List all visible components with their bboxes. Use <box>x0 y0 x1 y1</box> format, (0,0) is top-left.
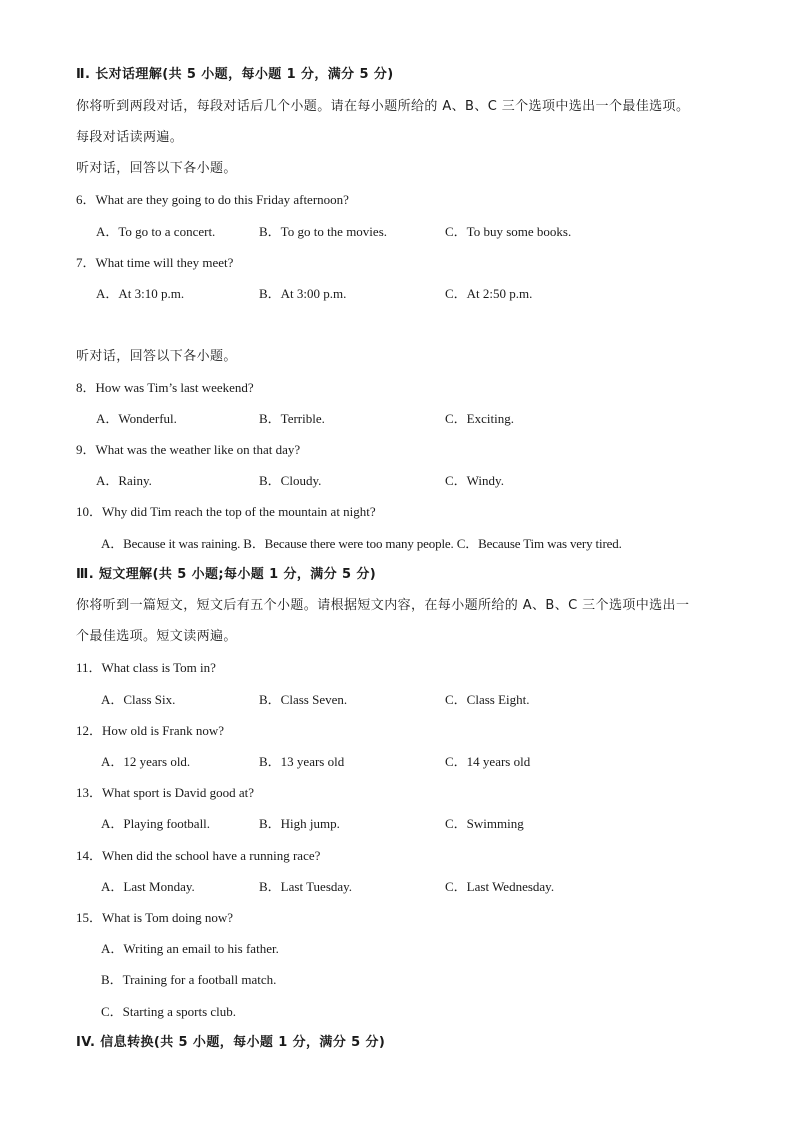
q15-option-b: B．Training for a football match. <box>101 972 277 987</box>
question-13: 13．What sport is David good at? <box>76 785 254 800</box>
q15-option-a: A．Writing an email to his father. <box>101 941 279 956</box>
section3-heading: Ⅲ. 短文理解(共 5 小题;每小题 1 分，满分 5 分) <box>76 567 377 582</box>
q7-option-b: B．At 3:00 p.m. <box>259 286 347 301</box>
section3-instruction-2: 个最佳选项。短文读两遍。 <box>76 629 237 644</box>
section2-instruction-1: 你将听到两段对话，每段对话后几个小题。请在每小题所给的 A、B、C 三个选项中选出一个最佳选项。 <box>76 99 690 114</box>
q8-option-c: C．Exciting. <box>445 411 514 426</box>
question-8: 8．How was Tim’s last weekend? <box>76 380 254 395</box>
q8-option-b: B．Terrible. <box>259 411 325 426</box>
section3-instruction-1: 你将听到一篇短文，短文后有五个小题。请根据短文内容，在每小题所给的 A、B、C 三个选项中选出一 <box>76 598 690 613</box>
q11-option-b: B．Class Seven. <box>259 692 348 707</box>
question-14: 14．When did the school have a running race? <box>76 848 321 863</box>
q13-option-b: B．High jump. <box>259 816 340 831</box>
q15-option-c: C．Starting a sports club. <box>101 1004 237 1019</box>
q6-option-c: C．To buy some books. <box>445 224 572 239</box>
q13-option-a: A．Playing football. <box>101 816 211 831</box>
section2-heading: Ⅱ. 长对话理解(共 5 小题，每小题 1 分，满分 5 分) <box>76 67 394 82</box>
q8-option-a: A．Wonderful. <box>96 411 177 426</box>
q14-option-c: C．Last Wednesday. <box>445 879 555 894</box>
q9-option-a: A．Rainy. <box>96 473 152 488</box>
question-9: 9．What was the weather like on that day? <box>76 442 301 457</box>
q11-option-c: C．Class Eight. <box>445 692 530 707</box>
dialog2-intro: 听对话，回答以下各小题。 <box>76 349 237 364</box>
q14-option-b: B．Last Tuesday. <box>259 879 353 894</box>
question-7: 7．What time will they meet? <box>76 255 234 270</box>
q12-option-a: A．12 years old. <box>101 754 191 769</box>
q7-option-a: A．At 3:10 p.m. <box>96 286 185 301</box>
dialog1-intro: 听对话，回答以下各小题。 <box>76 161 237 176</box>
q7-option-c: C．At 2:50 p.m. <box>445 286 533 301</box>
q10-options: A．Because it was raining. B．Because there were too many people. C．Because Tim was very tired. <box>101 536 622 551</box>
q13-option-c: C．Swimming <box>445 816 524 831</box>
q6-option-b: B．To go to the movies. <box>259 224 388 239</box>
question-11: 11．What class is Tom in? <box>76 660 216 675</box>
section4-heading: IV. 信息转换(共 5 小题，每小题 1 分，满分 5 分) <box>76 1035 386 1050</box>
question-6: 6．What are they going to do this Friday afternoon? <box>76 192 349 207</box>
q12-option-b: B．13 years old <box>259 754 345 769</box>
section2-instruction-2: 每段对话读两遍。 <box>76 130 184 145</box>
q9-option-c: C．Windy. <box>445 473 504 488</box>
question-10: 10．Why did Tim reach the top of the mountain at night? <box>76 504 376 519</box>
q12-option-c: C．14 years old <box>445 754 531 769</box>
q14-option-a: A．Last Monday. <box>101 879 195 894</box>
q6-option-a: A．To go to a concert. <box>96 224 216 239</box>
question-15: 15．What is Tom doing now? <box>76 910 234 925</box>
q11-option-a: A．Class Six. <box>101 692 176 707</box>
q9-option-b: B．Cloudy. <box>259 473 322 488</box>
question-12: 12．How old is Frank now? <box>76 723 225 738</box>
